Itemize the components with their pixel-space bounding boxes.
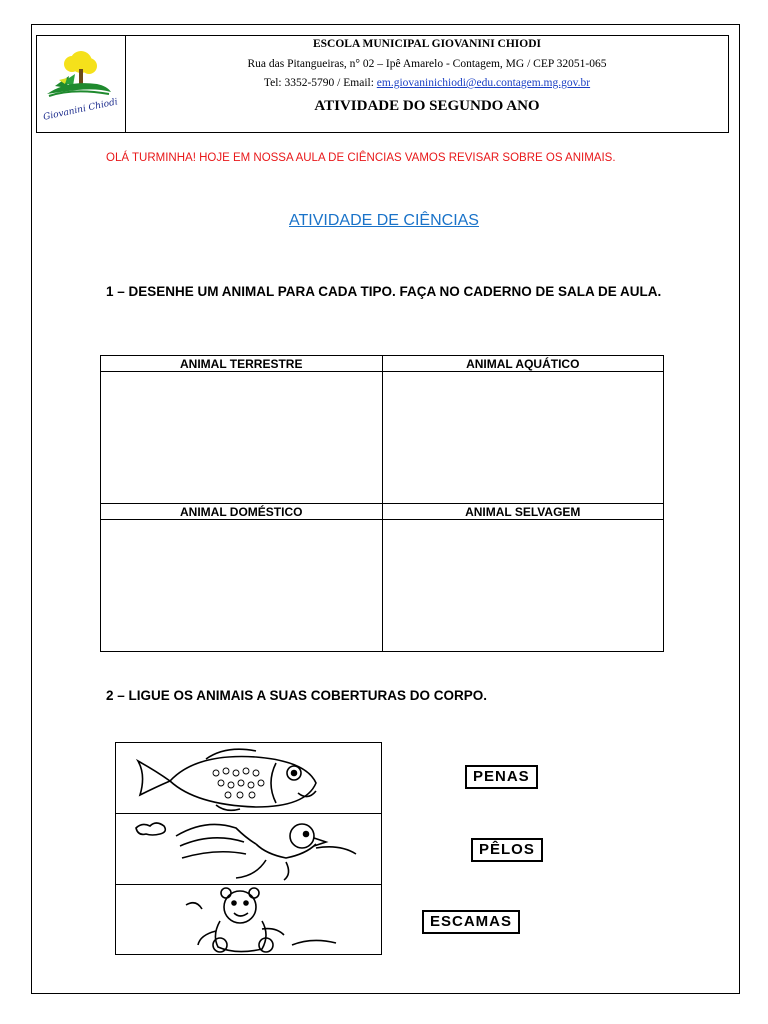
animal-drawing-table — [100, 355, 664, 652]
bear-row — [116, 885, 381, 956]
drawing-cell — [101, 520, 383, 652]
matching-figure — [110, 738, 598, 960]
word-pelos: PÊLOS — [471, 838, 543, 862]
bear-drawing-icon — [116, 885, 381, 956]
question-1: 1 – DESENHE UM ANIMAL PARA CADA TIPO. FAÇA NO CADERNO DE SALA DE AULA. — [106, 284, 662, 299]
fish-drawing-icon — [116, 743, 381, 814]
drawing-cell — [382, 520, 664, 652]
school-header — [36, 35, 729, 133]
question-2: 2 – LIGUE OS ANIMAIS A SUAS COBERTURAS DO CORPO. — [106, 688, 488, 703]
school-name: ESCOLA MUNICIPAL GIOVANINI CHIODI — [312, 38, 542, 50]
phone-label: Tel: 3352-5790 / Email: — [263, 77, 374, 89]
animal-drawings-box — [115, 742, 382, 955]
bird-row — [116, 814, 381, 885]
school-logo — [37, 36, 126, 132]
activity-title: ATIVIDADE DO SEGUNDO ANO — [314, 98, 540, 114]
tree-sun-logo-icon — [37, 36, 126, 132]
bird-drawing-icon — [116, 814, 381, 885]
table-header-aquatico: ANIMAL AQUÁTICO — [382, 356, 664, 372]
drawing-cell — [101, 372, 383, 504]
table-header-terrestre: ANIMAL TERRESTRE — [101, 356, 383, 372]
fish-row — [116, 743, 381, 814]
word-escamas: ESCAMAS — [422, 910, 520, 934]
table-header-selvagem: ANIMAL SELVAGEM — [382, 504, 664, 520]
table-header-domestico: ANIMAL DOMÉSTICO — [101, 504, 383, 520]
email-link[interactable]: em.giovaninichiodi@edu.contagem.mg.gov.br — [376, 77, 591, 89]
logo-text: Giovanini Chiodi — [42, 97, 119, 123]
drawing-cell — [382, 372, 664, 504]
school-address: Rua das Pitangueiras, n° 02 – Ipê Amarelo - Contagem, MG / CEP 32051-065 — [247, 58, 607, 70]
subject-title: ATIVIDADE DE CIÊNCIAS — [289, 212, 479, 229]
word-penas: PENAS — [465, 765, 538, 789]
school-contact — [126, 77, 728, 89]
school-info — [126, 36, 728, 132]
greeting-text: OLÁ TURMINHA! HOJE EM NOSSA AULA DE CIÊNCIAS VAMOS REVISAR SOBRE OS ANIMAIS. — [106, 152, 616, 164]
